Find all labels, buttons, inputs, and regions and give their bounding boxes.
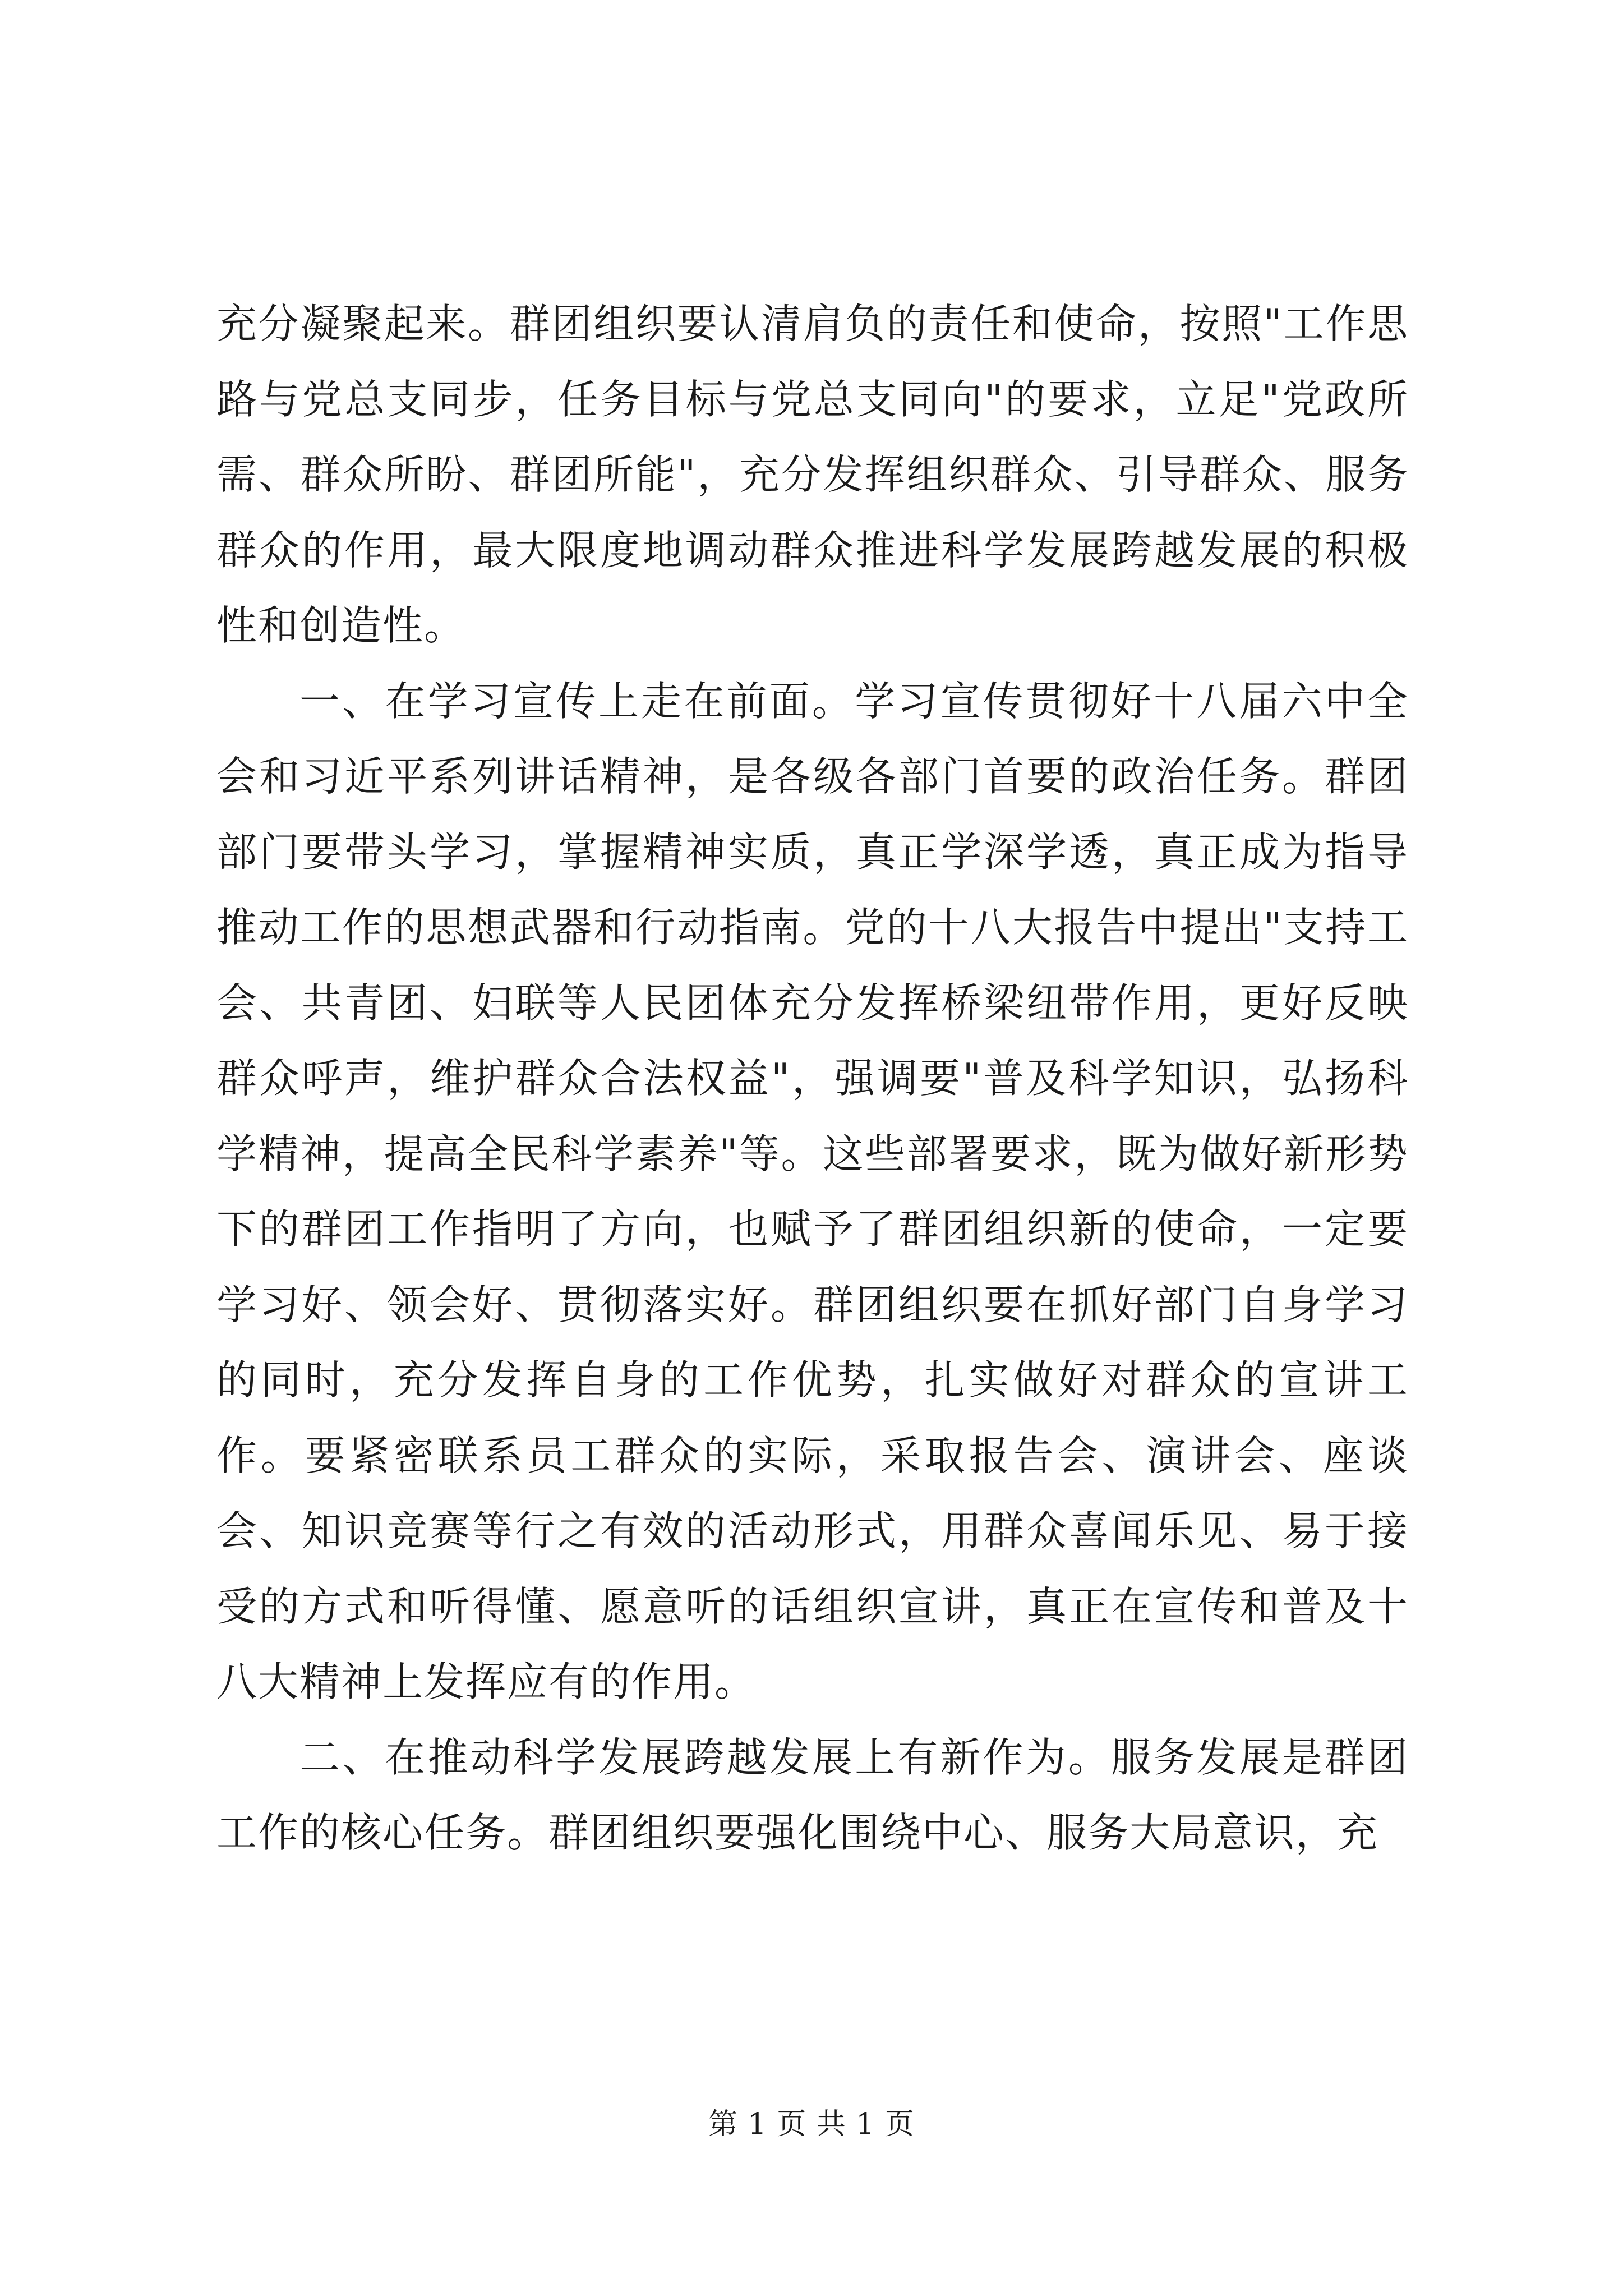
paragraph-intro: 充分凝聚起来。群团组织要认清肩负的责任和使命，按照"工作思路与党总支同步，任务目标与党总支同向"的要求，立足"党政所需、群众所盼、群团所能"，充分发挥组织群众、引导群众、服务群众的作用，最大限度地调动群众推进科学发展跨越发展的积极性和创造性。 [216, 300, 1409, 649]
page-number-footer: 第 1 页 共 1 页 [708, 2108, 915, 2141]
paragraph-section-one: 一、在学习宣传上走在前面。学习宣传贯彻好十八届六中全会和习近平系列讲话精神，是各级各部门首要的政治任务。群团部门要带头学习，掌握精神实质，真正学深学透，真正成为指导推动工作的思想武器和行动指南。党的十八大报告中提出"支持工会、共青团、妇联等人民团体充分发挥桥梁纽带作用，更好反映群众呼声，维护群众合法权益"，强调要"普及科学知识，弘扬科学精神，提高全民科学素养"等。这些部署要求，既为做好新形势下的群团工作指明了方向，也赋予了群团组织新的使命，一定要学习好、领会好、贯彻落实好。群团组织要在抓好部门自身学习的同时，充分发挥自身的工作优势，扎实做好对群众的宣讲工作。要紧密联系员工群众的实际，采取报告会、演讲会、座谈会、知识竞赛等行之有效的活动形式，用群众喜闻乐见、易于接受的方式和听得懂、愿意听的话组织宣讲，真正在宣传和普及十八大精神上发挥应有的作用。 [216, 677, 1409, 1705]
body-text [216, 286, 1409, 1871]
paragraph-section-two: 二、在推动科学发展跨越发展上有新作为。服务发展是群团工作的核心任务。群团组织要强化围绕中心、服务大局意识，充 [216, 1733, 1409, 1856]
